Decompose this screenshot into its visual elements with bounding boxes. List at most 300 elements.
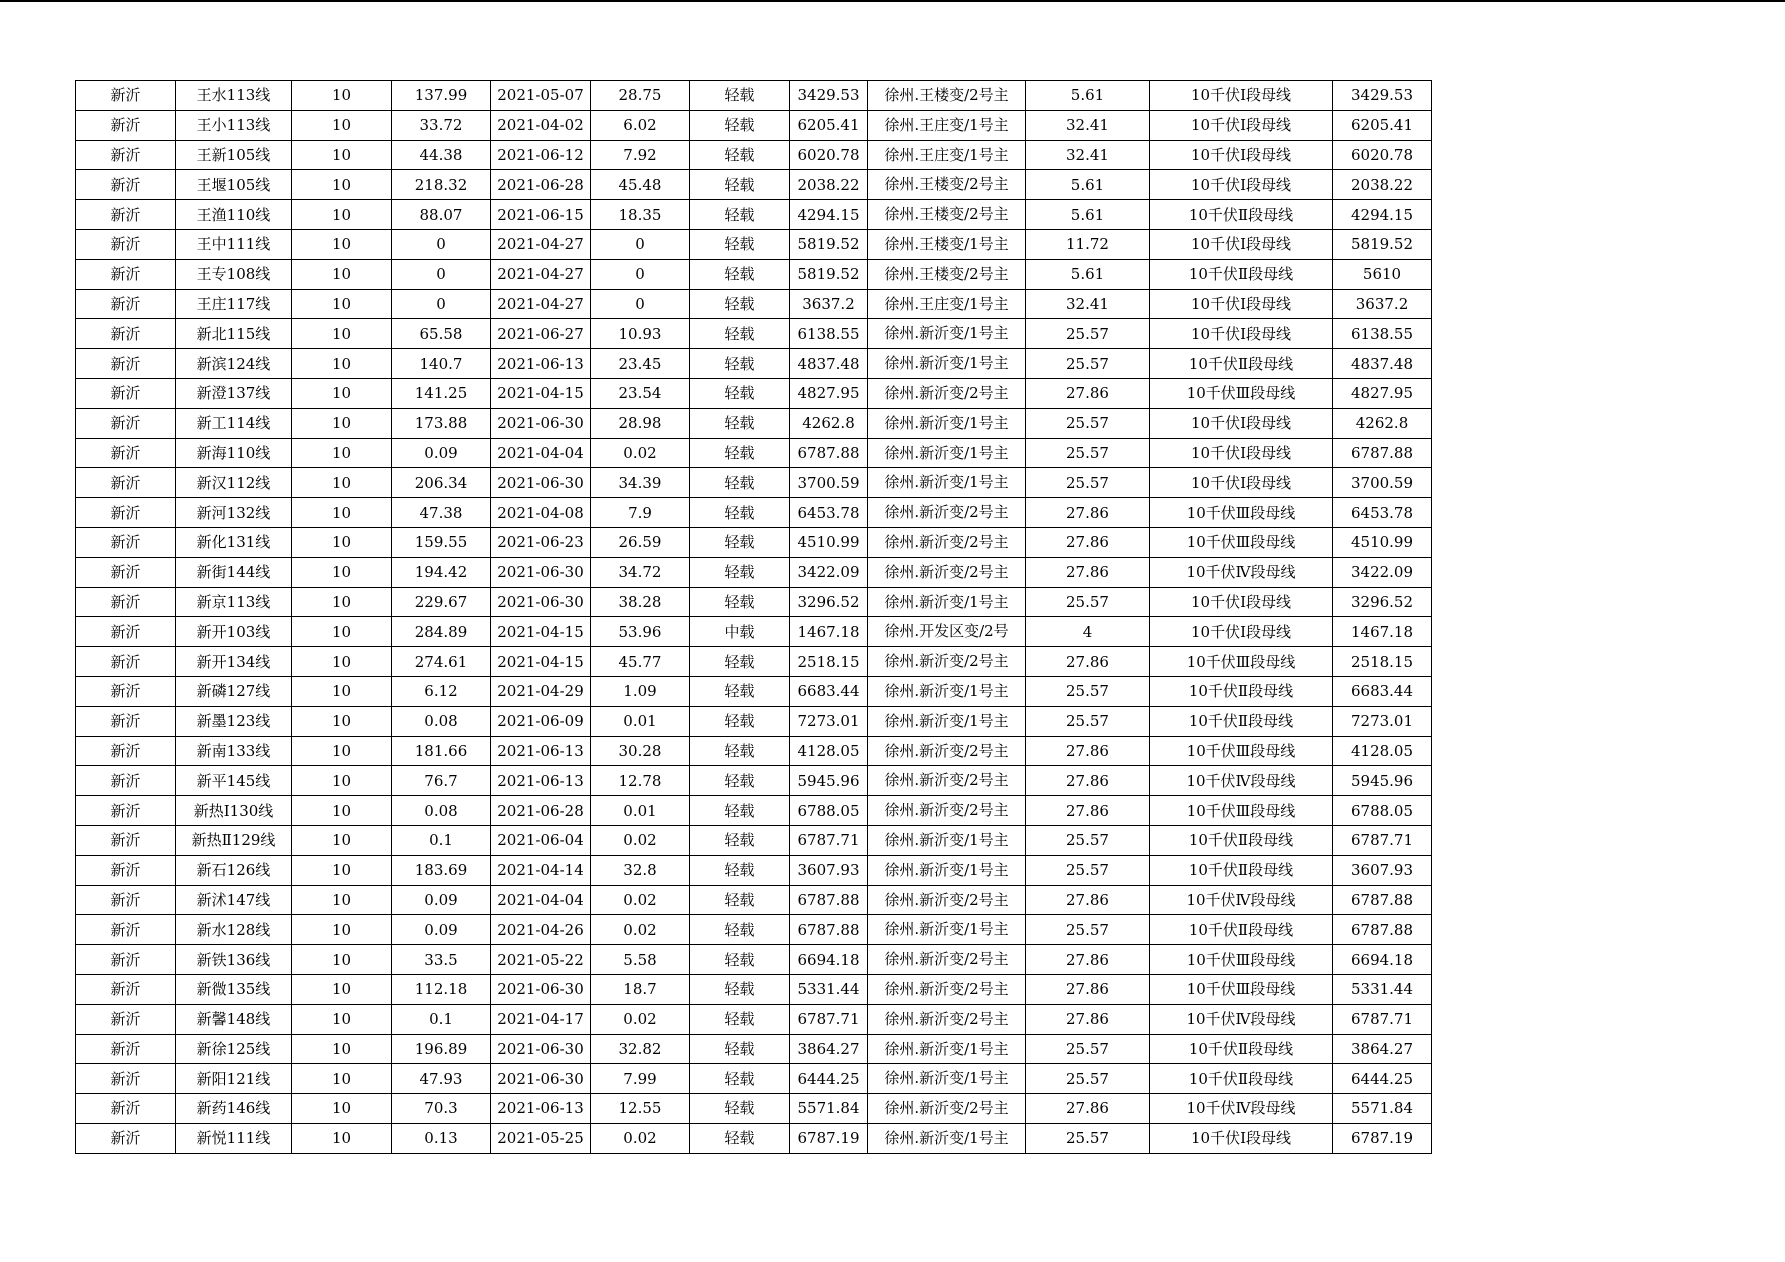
cell-substation: 徐州.新沂变/1号主: [868, 349, 1026, 379]
cell-value-a: 0: [392, 289, 491, 319]
cell-load-status: 轻载: [690, 319, 790, 349]
cell-voltage: 10: [292, 557, 392, 587]
cell-county: 新沂: [76, 706, 176, 736]
cell-value-b: 23.54: [591, 378, 690, 408]
cell-date: 2021-06-30: [491, 1034, 591, 1064]
cell-load-status: 轻载: [690, 140, 790, 170]
cell-voltage: 10: [292, 617, 392, 647]
cell-value-b: 23.45: [591, 349, 690, 379]
cell-value-e: 4262.8: [1333, 408, 1432, 438]
cell-bus-section: 10千伏Ⅰ段母线: [1150, 140, 1333, 170]
cell-value-d: 27.86: [1026, 557, 1150, 587]
table-row: [76, 170, 1432, 200]
cell-county: 新沂: [76, 1064, 176, 1094]
cell-load-status: 轻载: [690, 408, 790, 438]
cell-value-e: 4128.05: [1333, 736, 1432, 766]
cell-value-e: 3700.59: [1333, 468, 1432, 498]
cell-value-b: 0.02: [591, 1004, 690, 1034]
cell-load-status: 轻载: [690, 974, 790, 1004]
cell-value-a: 0.09: [392, 438, 491, 468]
cell-value-a: 173.88: [392, 408, 491, 438]
cell-value-a: 0: [392, 259, 491, 289]
cell-substation: 徐州.新沂变/2号主: [868, 885, 1026, 915]
cell-county: 新沂: [76, 1123, 176, 1153]
cell-county: 新沂: [76, 825, 176, 855]
cell-substation: 徐州.新沂变/1号主: [868, 1064, 1026, 1094]
cell-county: 新沂: [76, 647, 176, 677]
cell-load-status: 轻载: [690, 885, 790, 915]
table-row: [76, 140, 1432, 170]
cell-bus-section: 10千伏Ⅰ段母线: [1150, 170, 1333, 200]
cell-date: 2021-04-08: [491, 498, 591, 528]
cell-value-a: 0.09: [392, 885, 491, 915]
cell-value-c: 3429.53: [790, 81, 868, 111]
cell-value-e: 6787.19: [1333, 1123, 1432, 1153]
cell-bus-section: 10千伏Ⅲ段母线: [1150, 945, 1333, 975]
cell-date: 2021-04-27: [491, 259, 591, 289]
cell-value-e: 5819.52: [1333, 229, 1432, 259]
cell-county: 新沂: [76, 289, 176, 319]
cell-value-e: 6205.41: [1333, 110, 1432, 140]
cell-bus-section: 10千伏Ⅱ段母线: [1150, 1064, 1333, 1094]
cell-value-b: 28.75: [591, 81, 690, 111]
cell-substation: 徐州.新沂变/2号主: [868, 945, 1026, 975]
cell-value-b: 0.02: [591, 825, 690, 855]
cell-value-b: 32.8: [591, 855, 690, 885]
cell-voltage: 10: [292, 289, 392, 319]
cell-line-name: 新徐125线: [176, 1034, 292, 1064]
cell-value-e: 3422.09: [1333, 557, 1432, 587]
cell-county: 新沂: [76, 1094, 176, 1124]
cell-value-d: 27.86: [1026, 974, 1150, 1004]
cell-voltage: 10: [292, 468, 392, 498]
cell-county: 新沂: [76, 1034, 176, 1064]
cell-value-e: 2038.22: [1333, 170, 1432, 200]
cell-bus-section: 10千伏Ⅱ段母线: [1150, 825, 1333, 855]
cell-bus-section: 10千伏Ⅰ段母线: [1150, 468, 1333, 498]
cell-substation: 徐州.新沂变/2号主: [868, 796, 1026, 826]
cell-value-b: 45.48: [591, 170, 690, 200]
table-row: [76, 200, 1432, 230]
cell-value-e: 3864.27: [1333, 1034, 1432, 1064]
cell-voltage: 10: [292, 1094, 392, 1124]
cell-date: 2021-04-14: [491, 855, 591, 885]
cell-bus-section: 10千伏Ⅲ段母线: [1150, 378, 1333, 408]
cell-load-status: 轻载: [690, 259, 790, 289]
cell-voltage: 10: [292, 766, 392, 796]
cell-value-d: 27.86: [1026, 498, 1150, 528]
cell-county: 新沂: [76, 527, 176, 557]
cell-value-e: 6787.88: [1333, 885, 1432, 915]
cell-county: 新沂: [76, 974, 176, 1004]
cell-county: 新沂: [76, 766, 176, 796]
data-table: [75, 80, 1432, 1154]
table-row: [76, 81, 1432, 111]
table-row: [76, 676, 1432, 706]
cell-value-b: 5.58: [591, 945, 690, 975]
table-row: [76, 110, 1432, 140]
cell-date: 2021-06-28: [491, 796, 591, 826]
cell-substation: 徐州.新沂变/1号主: [868, 915, 1026, 945]
cell-substation: 徐州.新沂变/2号主: [868, 557, 1026, 587]
cell-value-b: 0: [591, 259, 690, 289]
cell-substation: 徐州.新沂变/1号主: [868, 676, 1026, 706]
table-row: [76, 736, 1432, 766]
table-row: [76, 974, 1432, 1004]
cell-bus-section: 10千伏Ⅲ段母线: [1150, 647, 1333, 677]
table-row: [76, 1004, 1432, 1034]
cell-value-e: 5945.96: [1333, 766, 1432, 796]
cell-county: 新沂: [76, 319, 176, 349]
cell-voltage: 10: [292, 736, 392, 766]
cell-bus-section: 10千伏Ⅱ段母线: [1150, 855, 1333, 885]
cell-bus-section: 10千伏Ⅰ段母线: [1150, 81, 1333, 111]
cell-county: 新沂: [76, 110, 176, 140]
cell-county: 新沂: [76, 617, 176, 647]
cell-date: 2021-04-15: [491, 378, 591, 408]
cell-county: 新沂: [76, 81, 176, 111]
cell-voltage: 10: [292, 140, 392, 170]
table-row: [76, 259, 1432, 289]
cell-date: 2021-06-15: [491, 200, 591, 230]
cell-value-d: 27.86: [1026, 1094, 1150, 1124]
cell-date: 2021-04-04: [491, 438, 591, 468]
cell-county: 新沂: [76, 200, 176, 230]
cell-line-name: 新滨124线: [176, 349, 292, 379]
cell-county: 新沂: [76, 945, 176, 975]
table-row: [76, 885, 1432, 915]
cell-county: 新沂: [76, 676, 176, 706]
cell-bus-section: 10千伏Ⅱ段母线: [1150, 706, 1333, 736]
cell-bus-section: 10千伏Ⅰ段母线: [1150, 617, 1333, 647]
cell-value-a: 70.3: [392, 1094, 491, 1124]
cell-substation: 徐州.新沂变/1号主: [868, 855, 1026, 885]
cell-voltage: 10: [292, 527, 392, 557]
cell-value-e: 3296.52: [1333, 587, 1432, 617]
cell-substation: 徐州.新沂变/2号主: [868, 1004, 1026, 1034]
cell-value-c: 3296.52: [790, 587, 868, 617]
table-row: [76, 557, 1432, 587]
cell-voltage: 10: [292, 200, 392, 230]
cell-value-e: 6138.55: [1333, 319, 1432, 349]
cell-line-name: 新磷127线: [176, 676, 292, 706]
cell-value-c: 2038.22: [790, 170, 868, 200]
cell-value-a: 33.72: [392, 110, 491, 140]
cell-value-b: 7.9: [591, 498, 690, 528]
cell-load-status: 轻载: [690, 468, 790, 498]
cell-line-name: 新热Ⅰ130线: [176, 796, 292, 826]
cell-value-e: 6787.88: [1333, 438, 1432, 468]
cell-value-d: 25.57: [1026, 1064, 1150, 1094]
cell-value-c: 6444.25: [790, 1064, 868, 1094]
cell-value-e: 3429.53: [1333, 81, 1432, 111]
cell-voltage: 10: [292, 1004, 392, 1034]
cell-value-a: 44.38: [392, 140, 491, 170]
cell-county: 新沂: [76, 915, 176, 945]
cell-load-status: 轻载: [690, 289, 790, 319]
cell-load-status: 轻载: [690, 766, 790, 796]
cell-voltage: 10: [292, 647, 392, 677]
table-row: [76, 408, 1432, 438]
cell-load-status: 轻载: [690, 229, 790, 259]
cell-line-name: 新药146线: [176, 1094, 292, 1124]
cell-value-a: 0.1: [392, 1004, 491, 1034]
cell-value-e: 4294.15: [1333, 200, 1432, 230]
cell-value-e: 6787.71: [1333, 825, 1432, 855]
cell-value-a: 284.89: [392, 617, 491, 647]
cell-bus-section: 10千伏Ⅰ段母线: [1150, 319, 1333, 349]
cell-load-status: 轻载: [690, 647, 790, 677]
cell-load-status: 轻载: [690, 1064, 790, 1094]
cell-value-b: 45.77: [591, 647, 690, 677]
cell-value-d: 27.86: [1026, 885, 1150, 915]
cell-value-c: 4827.95: [790, 378, 868, 408]
cell-county: 新沂: [76, 438, 176, 468]
cell-value-c: 2518.15: [790, 647, 868, 677]
table-row: [76, 915, 1432, 945]
cell-value-d: 25.57: [1026, 825, 1150, 855]
cell-value-b: 53.96: [591, 617, 690, 647]
cell-value-c: 3864.27: [790, 1034, 868, 1064]
cell-value-a: 65.58: [392, 319, 491, 349]
table-row: [76, 229, 1432, 259]
cell-load-status: 轻载: [690, 796, 790, 826]
cell-value-e: 5571.84: [1333, 1094, 1432, 1124]
table-row: [76, 1034, 1432, 1064]
cell-value-c: 6138.55: [790, 319, 868, 349]
cell-line-name: 王堰105线: [176, 170, 292, 200]
cell-county: 新沂: [76, 259, 176, 289]
cell-bus-section: 10千伏Ⅰ段母线: [1150, 289, 1333, 319]
cell-line-name: 新北115线: [176, 319, 292, 349]
cell-voltage: 10: [292, 945, 392, 975]
cell-value-a: 140.7: [392, 349, 491, 379]
table-row: [76, 587, 1432, 617]
cell-date: 2021-04-27: [491, 289, 591, 319]
cell-value-b: 12.78: [591, 766, 690, 796]
table-row: [76, 1123, 1432, 1153]
table-body: [76, 81, 1432, 1154]
cell-line-name: 新开134线: [176, 647, 292, 677]
cell-load-status: 轻载: [690, 1094, 790, 1124]
cell-value-e: 6694.18: [1333, 945, 1432, 975]
cell-value-d: 25.57: [1026, 349, 1150, 379]
cell-value-b: 0: [591, 229, 690, 259]
cell-value-a: 47.93: [392, 1064, 491, 1094]
cell-substation: 徐州.新沂变/2号主: [868, 974, 1026, 1004]
table-row: [76, 825, 1432, 855]
cell-substation: 徐州.新沂变/2号主: [868, 527, 1026, 557]
cell-value-b: 0.02: [591, 438, 690, 468]
cell-load-status: 轻载: [690, 200, 790, 230]
cell-value-b: 7.99: [591, 1064, 690, 1094]
cell-value-e: 3607.93: [1333, 855, 1432, 885]
cell-load-status: 轻载: [690, 945, 790, 975]
cell-date: 2021-06-30: [491, 557, 591, 587]
cell-value-a: 218.32: [392, 170, 491, 200]
table-row: [76, 796, 1432, 826]
cell-date: 2021-04-15: [491, 647, 591, 677]
cell-value-c: 6787.88: [790, 438, 868, 468]
table-row: [76, 945, 1432, 975]
cell-county: 新沂: [76, 408, 176, 438]
cell-voltage: 10: [292, 170, 392, 200]
cell-line-name: 新工114线: [176, 408, 292, 438]
cell-line-name: 王专108线: [176, 259, 292, 289]
cell-value-c: 3422.09: [790, 557, 868, 587]
cell-value-c: 3637.2: [790, 289, 868, 319]
cell-value-e: 2518.15: [1333, 647, 1432, 677]
cell-date: 2021-06-30: [491, 587, 591, 617]
cell-county: 新沂: [76, 378, 176, 408]
cell-voltage: 10: [292, 885, 392, 915]
cell-line-name: 王渔110线: [176, 200, 292, 230]
cell-value-c: 4294.15: [790, 200, 868, 230]
cell-value-c: 6787.19: [790, 1123, 868, 1153]
cell-date: 2021-06-13: [491, 766, 591, 796]
cell-load-status: 轻载: [690, 915, 790, 945]
cell-line-name: 王新105线: [176, 140, 292, 170]
cell-value-c: 6453.78: [790, 498, 868, 528]
cell-value-c: 6787.88: [790, 885, 868, 915]
cell-date: 2021-05-22: [491, 945, 591, 975]
cell-voltage: 10: [292, 855, 392, 885]
cell-date: 2021-06-27: [491, 319, 591, 349]
cell-value-e: 3637.2: [1333, 289, 1432, 319]
cell-value-c: 4262.8: [790, 408, 868, 438]
cell-voltage: 10: [292, 408, 392, 438]
cell-bus-section: 10千伏Ⅱ段母线: [1150, 259, 1333, 289]
cell-voltage: 10: [292, 81, 392, 111]
cell-county: 新沂: [76, 557, 176, 587]
cell-value-c: 7273.01: [790, 706, 868, 736]
cell-value-e: 7273.01: [1333, 706, 1432, 736]
cell-bus-section: 10千伏Ⅲ段母线: [1150, 498, 1333, 528]
table-row: [76, 349, 1432, 379]
cell-bus-section: 10千伏Ⅳ段母线: [1150, 1094, 1333, 1124]
cell-value-d: 25.57: [1026, 587, 1150, 617]
cell-voltage: 10: [292, 378, 392, 408]
cell-value-d: 27.86: [1026, 766, 1150, 796]
cell-date: 2021-04-15: [491, 617, 591, 647]
cell-value-e: 4827.95: [1333, 378, 1432, 408]
cell-line-name: 新墨123线: [176, 706, 292, 736]
cell-date: 2021-06-28: [491, 170, 591, 200]
cell-value-c: 4128.05: [790, 736, 868, 766]
cell-county: 新沂: [76, 736, 176, 766]
cell-date: 2021-04-26: [491, 915, 591, 945]
cell-value-a: 6.12: [392, 676, 491, 706]
cell-county: 新沂: [76, 468, 176, 498]
cell-voltage: 10: [292, 110, 392, 140]
cell-substation: 徐州.王庄变/1号主: [868, 110, 1026, 140]
cell-load-status: 轻载: [690, 855, 790, 885]
cell-value-e: 1467.18: [1333, 617, 1432, 647]
cell-value-e: 6020.78: [1333, 140, 1432, 170]
cell-value-a: 137.99: [392, 81, 491, 111]
table-row: [76, 706, 1432, 736]
cell-voltage: 10: [292, 498, 392, 528]
cell-value-b: 38.28: [591, 587, 690, 617]
cell-value-c: 5945.96: [790, 766, 868, 796]
cell-load-status: 轻载: [690, 825, 790, 855]
cell-value-a: 0: [392, 229, 491, 259]
cell-county: 新沂: [76, 855, 176, 885]
cell-load-status: 轻载: [690, 527, 790, 557]
cell-substation: 徐州.新沂变/1号主: [868, 706, 1026, 736]
cell-value-a: 183.69: [392, 855, 491, 885]
cell-county: 新沂: [76, 498, 176, 528]
cell-value-c: 3700.59: [790, 468, 868, 498]
cell-bus-section: 10千伏Ⅱ段母线: [1150, 349, 1333, 379]
cell-load-status: 轻载: [690, 1123, 790, 1153]
cell-value-e: 6683.44: [1333, 676, 1432, 706]
cell-value-a: 181.66: [392, 736, 491, 766]
cell-value-a: 76.7: [392, 766, 491, 796]
cell-line-name: 新南133线: [176, 736, 292, 766]
cell-value-d: 5.61: [1026, 170, 1150, 200]
table-row: [76, 468, 1432, 498]
cell-bus-section: 10千伏Ⅱ段母线: [1150, 200, 1333, 230]
cell-county: 新沂: [76, 885, 176, 915]
cell-value-a: 0.08: [392, 796, 491, 826]
cell-value-b: 30.28: [591, 736, 690, 766]
cell-substation: 徐州.新沂变/1号主: [868, 1034, 1026, 1064]
cell-date: 2021-06-13: [491, 1094, 591, 1124]
cell-value-e: 5331.44: [1333, 974, 1432, 1004]
cell-value-c: 4837.48: [790, 349, 868, 379]
cell-value-a: 0.13: [392, 1123, 491, 1153]
cell-substation: 徐州.新沂变/2号主: [868, 378, 1026, 408]
cell-value-d: 25.57: [1026, 1123, 1150, 1153]
cell-value-b: 12.55: [591, 1094, 690, 1124]
cell-bus-section: 10千伏Ⅱ段母线: [1150, 915, 1333, 945]
cell-line-name: 新热Ⅱ129线: [176, 825, 292, 855]
cell-substation: 徐州.新沂变/2号主: [868, 647, 1026, 677]
cell-voltage: 10: [292, 319, 392, 349]
cell-line-name: 新澄137线: [176, 378, 292, 408]
cell-county: 新沂: [76, 349, 176, 379]
cell-value-e: 4837.48: [1333, 349, 1432, 379]
cell-line-name: 新阳121线: [176, 1064, 292, 1094]
cell-voltage: 10: [292, 706, 392, 736]
table-row: [76, 617, 1432, 647]
cell-voltage: 10: [292, 915, 392, 945]
cell-load-status: 轻载: [690, 498, 790, 528]
cell-date: 2021-04-02: [491, 110, 591, 140]
cell-voltage: 10: [292, 676, 392, 706]
table-row: [76, 289, 1432, 319]
cell-substation: 徐州.新沂变/1号主: [868, 438, 1026, 468]
cell-load-status: 轻载: [690, 110, 790, 140]
cell-value-d: 27.86: [1026, 647, 1150, 677]
cell-value-c: 6787.88: [790, 915, 868, 945]
cell-value-c: 5819.52: [790, 229, 868, 259]
cell-value-a: 88.07: [392, 200, 491, 230]
cell-line-name: 新石126线: [176, 855, 292, 885]
cell-value-b: 34.72: [591, 557, 690, 587]
cell-bus-section: 10千伏Ⅳ段母线: [1150, 885, 1333, 915]
cell-value-b: 0.02: [591, 885, 690, 915]
cell-value-b: 26.59: [591, 527, 690, 557]
cell-value-c: 1467.18: [790, 617, 868, 647]
cell-substation: 徐州.新沂变/2号主: [868, 1094, 1026, 1124]
cell-date: 2021-05-07: [491, 81, 591, 111]
cell-voltage: 10: [292, 349, 392, 379]
cell-load-status: 轻载: [690, 1004, 790, 1034]
cell-value-d: 4: [1026, 617, 1150, 647]
cell-value-d: 25.57: [1026, 706, 1150, 736]
